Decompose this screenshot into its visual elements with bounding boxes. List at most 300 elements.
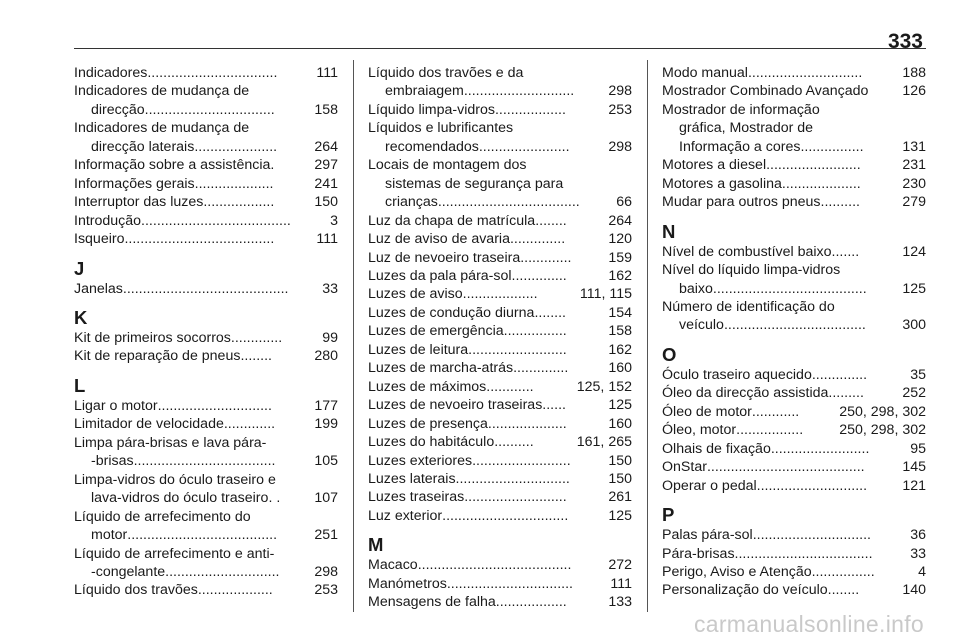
entry-line <box>368 249 632 267</box>
entry-line <box>368 285 632 303</box>
entry-text: Luz da chapa de matrícula <box>368 212 536 229</box>
index-entry <box>662 243 926 261</box>
page-reference: 298 <box>608 138 632 155</box>
entry-line <box>74 329 338 347</box>
dot-leader: .................... <box>781 175 861 192</box>
entry-line <box>662 421 926 439</box>
entry-line <box>368 64 632 82</box>
entry-line <box>368 119 632 137</box>
entry-text: Mudar para outros pneus <box>662 194 821 211</box>
page-reference: 99 <box>322 329 338 346</box>
dot-leader: .................................... <box>723 317 866 334</box>
page-reference: 162 <box>608 267 632 284</box>
dot-leader: .................. <box>494 101 566 118</box>
page-reference: 272 <box>608 557 632 574</box>
entry-line <box>368 488 632 506</box>
index-entry <box>662 64 926 82</box>
entry-line <box>74 563 338 581</box>
index-entry <box>368 452 632 470</box>
index-entry <box>662 440 926 458</box>
dot-leader: ...... <box>542 397 566 414</box>
section-letter: J <box>74 257 85 279</box>
dot-leader: .................. <box>495 594 567 611</box>
section-letter: K <box>74 306 88 328</box>
entry-text: Indicadores de mudança de <box>74 120 250 137</box>
index-entry <box>368 415 632 433</box>
dot-leader: ............................. <box>157 397 272 414</box>
dot-leader: ....... <box>831 243 860 260</box>
index-entry <box>74 156 338 174</box>
index-entry <box>368 593 632 611</box>
entry-line <box>368 322 632 340</box>
index-entry <box>368 396 632 414</box>
page-reference: 125 <box>608 507 632 524</box>
entry-line <box>368 452 632 470</box>
entry-text: Locais de montagem dos <box>368 157 527 174</box>
index-entry <box>368 488 632 506</box>
dot-leader: ...................................... <box>124 231 275 248</box>
entry-text: Mensagens de falha <box>368 594 496 611</box>
section-letter: L <box>74 374 86 396</box>
entry-line <box>368 267 632 285</box>
section-letter: N <box>662 220 676 242</box>
entry-line <box>662 193 926 211</box>
entry-line <box>74 508 338 526</box>
page-reference: 162 <box>608 341 632 358</box>
entry-line <box>368 415 632 433</box>
index-entry <box>74 471 338 508</box>
entry-text: Mostrador de informação <box>662 101 820 118</box>
dot-leader: ............................ <box>756 477 868 494</box>
dot-leader: ............. <box>230 329 283 346</box>
dot-leader: ................................. <box>144 101 275 118</box>
entry-text: Limitador de velocidade <box>74 416 224 433</box>
entry-text: Líquidos e lubrificantes <box>368 120 514 137</box>
page-reference: 250, 298, 302 <box>839 422 926 439</box>
entry-text: Luzes de nevoeiro traseiras <box>368 397 543 414</box>
entry-text: Limpa pára-brisas e lava pára- <box>74 434 267 451</box>
entry-text: Luzes exteriores <box>368 452 473 469</box>
entry-line <box>368 175 632 193</box>
entry-text: Luzes de máximos <box>368 378 487 395</box>
entry-text: Informações gerais <box>74 175 195 192</box>
dot-leader: ........ <box>535 212 567 229</box>
index-entry <box>74 434 338 471</box>
entry-line <box>662 477 926 495</box>
entry-text: embraiagem <box>385 83 464 100</box>
entry-text: Informação sobre a assistência <box>74 157 271 174</box>
entry-text: Limpa-vidros do óculo traseiro e <box>74 471 276 488</box>
entry-line <box>368 156 632 174</box>
page-reference: 298 <box>314 563 338 580</box>
entry-text: sistemas de segurança para <box>385 175 564 192</box>
entry-text: Luzes da pala pára-sol <box>368 267 512 284</box>
dot-leader: ................ <box>811 563 875 580</box>
dot-leader: ..................... <box>194 138 278 155</box>
entry-line <box>662 384 926 402</box>
index-entry <box>662 82 926 100</box>
entry-line <box>662 403 926 421</box>
dot-leader: ............................. <box>165 563 280 580</box>
entry-line <box>368 433 632 451</box>
index-entry <box>662 101 926 156</box>
entry-line <box>368 378 632 396</box>
entry-line <box>368 230 632 248</box>
entry-line <box>662 156 926 174</box>
page-reference: 264 <box>314 138 338 155</box>
entry-text: -brisas <box>91 453 134 470</box>
entry-text: Óculo traseiro aquecido <box>662 366 812 383</box>
entry-line <box>74 101 338 119</box>
index-entry <box>662 156 926 174</box>
dot-leader: ................... <box>462 286 538 303</box>
entry-text: Luzes do habitáculo <box>368 434 495 451</box>
dot-leader: ....................................... <box>417 557 572 574</box>
index-entry <box>662 477 926 495</box>
entry-line <box>368 396 632 414</box>
entry-line <box>662 581 926 599</box>
entry-text: Óleo da direcção assistida <box>662 385 829 402</box>
page-reference: 250, 298, 302 <box>839 403 926 420</box>
page-reference: 140 <box>902 582 926 599</box>
dot-leader: ......................... <box>468 341 567 358</box>
entry-line <box>368 575 632 593</box>
entry-text: Indicadores de mudança de <box>74 83 250 100</box>
dot-leader: .............. <box>511 267 567 284</box>
entry-line <box>662 243 926 261</box>
page-reference: 95 <box>910 440 926 457</box>
entry-line <box>662 563 926 581</box>
index-entry <box>368 212 632 230</box>
index-entry <box>368 156 632 211</box>
index-entry <box>662 298 926 335</box>
entry-line <box>74 230 338 248</box>
section-letter: O <box>662 343 677 365</box>
entry-text: crianças <box>385 194 438 211</box>
index-entry <box>74 581 338 599</box>
page-reference: 145 <box>902 459 926 476</box>
entry-line <box>74 82 338 100</box>
page-reference: 120 <box>608 231 632 248</box>
index-entry <box>368 341 632 359</box>
entry-line <box>368 593 632 611</box>
dot-leader: .................................... <box>133 453 276 470</box>
page-reference: 297 <box>314 157 338 174</box>
page-reference: 300 <box>902 317 926 334</box>
index-entry <box>368 249 632 267</box>
dot-leader: ........ <box>534 304 566 321</box>
entry-text: Manómetros <box>368 575 447 592</box>
entry-text: Luzes de emergência <box>368 323 504 340</box>
entry-line <box>74 415 338 433</box>
entry-text: Palas pára-sol <box>662 527 753 544</box>
page-reference: 231 <box>902 157 926 174</box>
dot-leader: .......................................... <box>122 280 289 297</box>
dot-leader: ............................. <box>747 65 863 81</box>
entry-line <box>662 82 926 100</box>
dot-leader: ........ <box>240 348 272 365</box>
index-entry <box>368 101 632 119</box>
page-reference: 111, 115 <box>579 286 632 303</box>
entry-text: Luzes laterais <box>368 470 456 487</box>
entry-text: Luzes de leitura <box>368 341 469 358</box>
index-column-1 <box>74 64 338 600</box>
page-reference: 264 <box>608 212 632 229</box>
entry-line <box>74 64 338 82</box>
entry-text: Macaco <box>368 557 418 574</box>
index-entry <box>74 230 338 248</box>
index-entry <box>662 581 926 599</box>
dot-leader: . . <box>268 490 281 507</box>
page-reference: 111 <box>316 65 338 81</box>
dot-leader: .......................... <box>464 489 567 506</box>
entry-text: Luz exterior <box>368 507 443 524</box>
index-entry <box>74 119 338 156</box>
dot-leader: ............ <box>751 403 800 420</box>
index-entry <box>662 366 926 384</box>
entry-text: Luzes de aviso <box>368 286 463 303</box>
dot-leader: ........ <box>827 582 860 599</box>
entry-text: Líquido limpa-vidros <box>368 101 495 118</box>
page-reference: 4 <box>918 563 926 580</box>
entry-line <box>74 434 338 452</box>
page-reference: 230 <box>902 175 926 192</box>
index-entry <box>662 545 926 563</box>
page-reference: 3 <box>330 212 338 229</box>
section-letter: M <box>368 534 384 556</box>
dot-leader: ............ <box>486 378 534 395</box>
entry-text: Líquido de arrefecimento e anti- <box>74 545 275 562</box>
entry-text: Interruptor das luzes <box>74 194 204 211</box>
entry-text: Motores a diesel <box>662 157 767 174</box>
entry-text: Luz de aviso de avaria <box>368 231 510 248</box>
entry-line <box>74 347 338 365</box>
page-reference: 253 <box>314 582 338 599</box>
index-entry <box>662 563 926 581</box>
page-reference: 298 <box>608 83 632 100</box>
entry-line <box>662 119 926 137</box>
dot-leader: ............. <box>520 249 572 266</box>
page-reference: 253 <box>608 101 632 118</box>
index-entry <box>662 384 926 402</box>
index-entry <box>74 64 338 82</box>
dot-leader: ................ <box>503 323 567 340</box>
index-entry <box>368 119 632 156</box>
dot-leader: ................ <box>800 138 864 155</box>
entry-text: Olhais de fixação <box>662 440 771 457</box>
index-entry <box>368 556 632 574</box>
page-reference: 131 <box>902 138 926 155</box>
dot-leader: .................................... <box>437 194 580 211</box>
index-column-3 <box>662 64 926 600</box>
index-entry <box>368 507 632 525</box>
entry-line <box>74 545 338 563</box>
entry-text: Líquido dos travões <box>74 582 198 599</box>
index-entry <box>74 212 338 230</box>
page-reference: 159 <box>608 249 632 266</box>
dot-leader: . <box>270 157 275 174</box>
entry-text: Luzes traseiras <box>368 489 465 506</box>
index-entry <box>74 329 338 347</box>
dot-leader: ............................. <box>455 470 570 487</box>
index-column-2 <box>368 64 632 612</box>
page-reference: 150 <box>314 194 338 211</box>
page-reference: 111 <box>610 575 632 592</box>
dot-leader: ....................................... <box>712 280 867 297</box>
entry-line <box>662 526 926 544</box>
page-reference: 124 <box>902 243 926 260</box>
index-entry <box>662 458 926 476</box>
index-entry <box>368 230 632 248</box>
entry-line <box>368 101 632 119</box>
page-reference: 125 <box>608 397 632 414</box>
dot-leader: .............. <box>811 366 868 383</box>
column-divider <box>353 60 354 612</box>
page-reference: 199 <box>314 416 338 433</box>
page-reference: 160 <box>608 415 632 432</box>
entry-line <box>662 261 926 279</box>
entry-text: Número de identificação do <box>662 298 835 315</box>
dot-leader: .............................. <box>752 527 871 544</box>
page-reference: 251 <box>314 527 338 544</box>
page-reference: 154 <box>608 304 632 321</box>
entry-line <box>74 581 338 599</box>
entry-line <box>368 341 632 359</box>
page-reference: 177 <box>314 397 338 414</box>
entry-line <box>368 212 632 230</box>
entry-line <box>662 545 926 563</box>
entry-text: Personalização do veículo <box>662 582 828 599</box>
entry-text: Nível do líquido limpa-vidros <box>662 262 841 279</box>
page-reference: 150 <box>608 470 632 487</box>
entry-line <box>74 471 338 489</box>
entry-text: lava-vidros do óculo traseiro <box>91 490 269 507</box>
entry-text: Motores a gasolina <box>662 175 782 192</box>
dot-leader: ................................ <box>442 507 569 524</box>
entry-text: Luz de nevoeiro traseira <box>368 249 521 266</box>
entry-line <box>368 507 632 525</box>
page-reference: 111 <box>316 231 338 248</box>
page-reference: 261 <box>608 489 632 506</box>
entry-line <box>74 526 338 544</box>
page-reference: 279 <box>902 194 926 211</box>
index-entry <box>368 64 632 101</box>
entry-text: Operar o pedal <box>662 477 757 494</box>
entry-line <box>662 440 926 458</box>
entry-line <box>368 359 632 377</box>
index-entry <box>662 175 926 193</box>
page-reference: 161, 265 <box>576 434 632 451</box>
index-entry <box>368 267 632 285</box>
entry-text: -congelante <box>91 563 166 580</box>
index-entry <box>368 470 632 488</box>
page-reference: 252 <box>902 385 926 402</box>
entry-line <box>74 138 338 156</box>
dot-leader: ......................... <box>770 440 870 457</box>
page-reference: 241 <box>314 175 338 192</box>
entry-line <box>662 316 926 334</box>
index-entry <box>368 285 632 303</box>
entry-text: Luzes de condução diurna <box>368 304 535 321</box>
header-rule <box>74 48 926 49</box>
entry-line <box>74 397 338 415</box>
dot-leader: ...................................... <box>141 212 291 229</box>
entry-line <box>368 82 632 100</box>
entry-text: Luzes de presença <box>368 415 488 432</box>
page-reference: 125, 152 <box>576 378 632 395</box>
page-reference: 158 <box>608 323 632 340</box>
entry-text: direcção <box>91 101 145 118</box>
dot-leader: .............. <box>509 231 566 248</box>
entry-text: Líquido de arrefecimento do <box>74 508 251 525</box>
entry-text: Kit de primeiros socorros <box>74 329 231 346</box>
entry-text: Perigo, Aviso e Atenção <box>662 563 812 580</box>
dot-leader: ................... <box>197 582 273 599</box>
entry-line <box>74 452 338 470</box>
page-reference: 33 <box>322 280 338 297</box>
dot-leader: ......... <box>828 385 864 402</box>
entry-line <box>368 193 632 211</box>
entry-line <box>74 489 338 507</box>
index-entry <box>74 415 338 433</box>
dot-leader: .................... <box>487 415 567 432</box>
page-reference: 150 <box>608 452 632 469</box>
entry-line <box>368 470 632 488</box>
dot-leader: ................................... <box>734 545 873 562</box>
entry-line <box>368 138 632 156</box>
entry-text: motor <box>91 527 128 544</box>
entry-text: Janelas <box>74 280 123 297</box>
entry-line <box>662 175 926 193</box>
entry-line <box>662 298 926 316</box>
entry-line <box>662 280 926 298</box>
index-entry <box>74 397 338 415</box>
index-entry <box>662 403 926 421</box>
entry-text: gráfica, Mostrador de <box>679 120 814 137</box>
index-entry <box>368 359 632 377</box>
dot-leader: ....................... <box>478 138 570 155</box>
index-entry <box>368 575 632 593</box>
entry-text: Informação a cores <box>679 138 801 155</box>
dot-leader: .............. <box>513 360 569 377</box>
index-entry <box>74 175 338 193</box>
entry-line <box>662 458 926 476</box>
entry-line <box>368 556 632 574</box>
entry-line <box>74 212 338 230</box>
page-number: 333 <box>887 30 923 53</box>
entry-line <box>662 64 926 82</box>
index-entry <box>74 347 338 365</box>
entry-text: Ligar o motor <box>74 397 158 414</box>
index-entry <box>368 433 632 451</box>
index-entry <box>74 82 338 119</box>
entry-text: Nível de combustível baixo <box>662 243 832 260</box>
page-reference: 35 <box>910 366 926 383</box>
entry-text: Óleo de motor <box>662 403 752 420</box>
entry-text: Pára-brisas <box>662 545 735 562</box>
entry-line <box>74 119 338 137</box>
page-reference: 121 <box>902 477 926 494</box>
index-entry <box>74 545 338 582</box>
dot-leader: ........................ <box>766 157 861 174</box>
dot-leader: ...................................... <box>127 527 278 544</box>
dot-leader: .......... <box>820 194 860 211</box>
dot-leader: ............. <box>223 416 276 433</box>
dot-leader: ........................................ <box>706 459 865 476</box>
dot-leader: ................................ <box>446 575 573 592</box>
entry-text: OnStar <box>662 459 707 476</box>
page-reference: 33 <box>910 545 926 562</box>
